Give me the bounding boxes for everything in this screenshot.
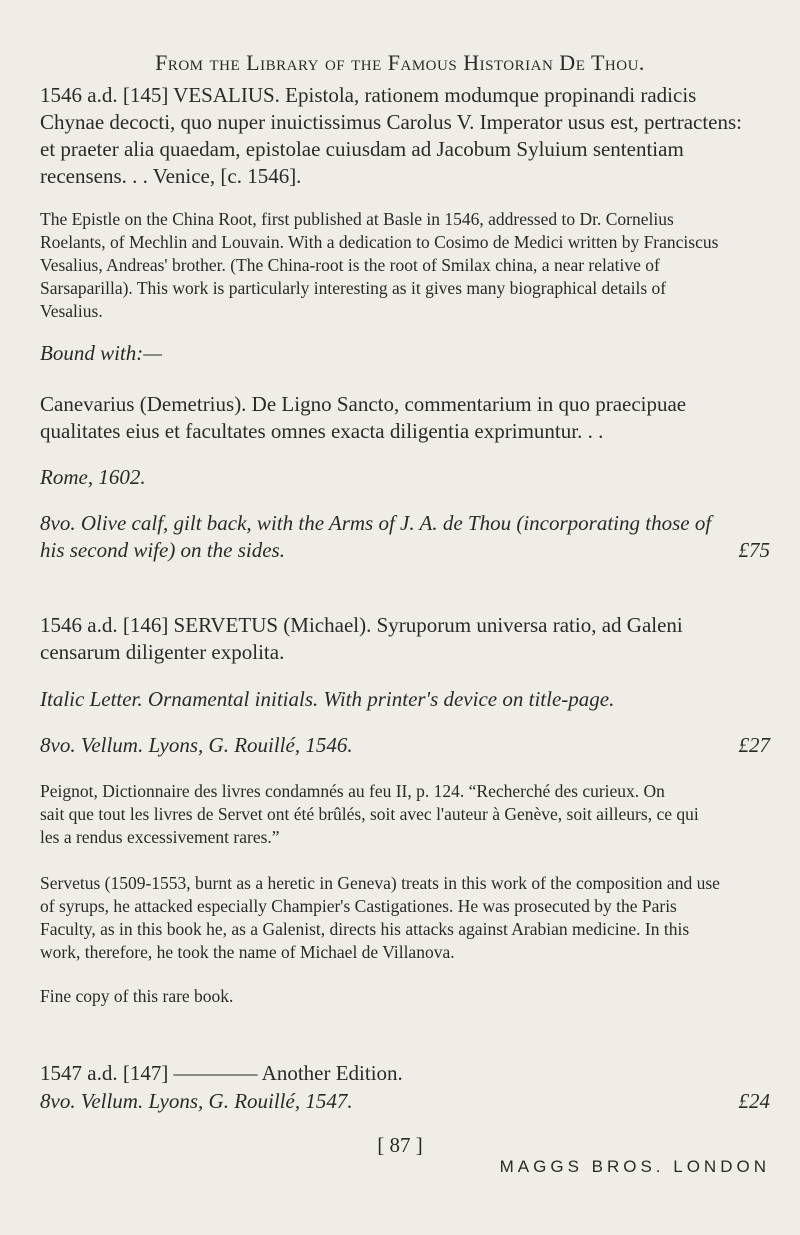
entry-146-quote-line: sait que tout les livres de Servet ont été brûlés, soit avec l'auteur à Genève, soit ailleurs, ce qui [40, 804, 699, 824]
entry-145-price: £75 [738, 538, 770, 562]
entry-145-note-line: The Epistle on the China Root, first published at Basle in 1546, addressed to Dr. Cornelius [40, 209, 674, 229]
entry-145-place: Rome, 1602. [40, 465, 146, 489]
entry-146-note-line: work, therefore, he took the name of Michael de Villanova. [40, 942, 455, 962]
bound-with-label: Bound with:— [40, 341, 162, 365]
entry-146-price: £27 [738, 733, 770, 757]
entry-146-binding: 8vo. Vellum. Lyons, G. Rouillé, 1546. [40, 733, 353, 757]
entry-146-quote-line: Peignot, Dictionnaire des livres condamnés au feu II, p. 124. “Recherché des curieux. On [40, 781, 665, 801]
publisher-imprint: MAGGS BROS. LONDON [499, 1157, 770, 1176]
entry-147-heading: 1547 a.d. [147] ———— Another Edition. [40, 1061, 403, 1085]
entry-145-heading-line: Chynae decocti, quo nuper inuictissimus Carolus V. Imperator usus est, pertractens: [40, 110, 743, 134]
page-number: [ 87 ] [377, 1133, 423, 1157]
entry-146-note-line: Faculty, as in this book he, as a Galenist, directs his attacks against Arabian medicine. In this [40, 919, 690, 939]
entry-145-note-line: Vesalius. [40, 301, 103, 321]
entry-146-heading-line: 1546 a.d. [146] SERVETUS (Michael). Syruporum universa ratio, ad Galeni [40, 613, 683, 637]
entry-146-closing: Fine copy of this rare book. [40, 986, 234, 1006]
entry-146-note-line: of syrups, he attacked especially Champier's Castigationes. He was prosecuted by the Paris [40, 896, 677, 916]
entry-145-note-line: Sarsaparilla). This work is particularly interesting as it gives many biographical details of [40, 278, 667, 298]
entry-145-sub-line: Canevarius (Demetrius). De Ligno Sancto, commentarium in quo praecipuae [40, 392, 687, 416]
entry-147-binding: 8vo. Vellum. Lyons, G. Rouillé, 1547. [40, 1089, 353, 1113]
entry-145-heading-line: 1546 a.d. [145] VESALIUS. Epistola, rationem modumque propinandi radicis [40, 83, 697, 107]
running-head: From the Library of the Famous Historian De Thou. [155, 50, 645, 75]
entry-145-heading-line: et praeter alia quaedam, epistolae cuiusdam ad Jacobum Syluium sententiam [40, 137, 684, 161]
entry-145-note-line: Vesalius, Andreas' brother. (The China-root is the root of Smilax china, a near relative of [40, 255, 660, 275]
entry-145-note-line: Roelants, of Mechlin and Louvain. With a dedication to Cosimo de Medici written by Franciscus [40, 232, 719, 252]
entry-146-note-line: Servetus (1509-1553, burnt as a heretic in Geneva) treats in this work of the composition and use [40, 873, 720, 893]
entry-146-quote-line: les a rendus excessivement rares.” [40, 827, 280, 847]
entry-145-binding-line: his second wife) on the sides. [40, 538, 285, 562]
entry-146-heading-line: censarum diligenter expolita. [40, 640, 285, 664]
entry-145-heading-line: recensens. . . Venice, [c. 1546]. [40, 164, 302, 188]
entry-147-price: £24 [738, 1089, 770, 1113]
entry-145-sub-line: qualitates eius et facultates omnes exacta diligentia exprimuntur. . . [40, 419, 604, 443]
entry-146-detail: Italic Letter. Ornamental initials. With printer's device on title-page. [40, 687, 615, 711]
entry-145-binding-line: 8vo. Olive calf, gilt back, with the Arms of J. A. de Thou (incorporating those of [40, 511, 712, 535]
